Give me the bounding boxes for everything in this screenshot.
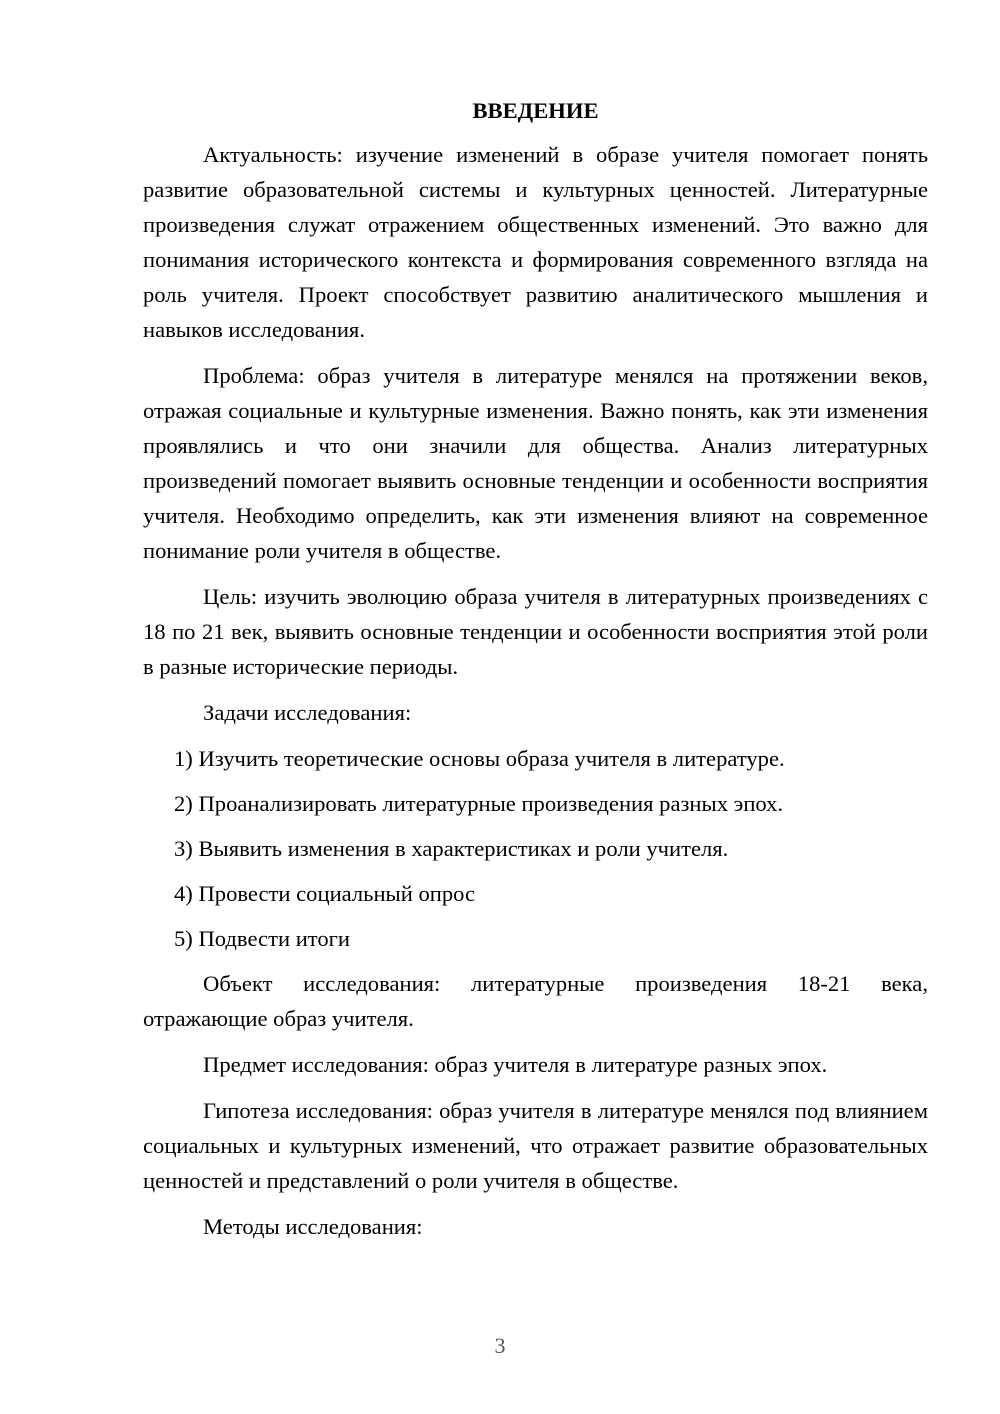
- paragraph-goal: Цель: изучить эволюцию образа учителя в литературных произведениях с 18 по 21 век, выявить основные тенденции и особенности восприятия этой роли в разные исторические периоды.: [143, 584, 928, 679]
- document-body: [143, 90, 928, 1255]
- paragraph-problem: Проблема: образ учителя в литературе менялся на протяжении веков, отражая социальные и культурные изменения. Важно понять, как эти изменения проявлялись и что они значили для общества. Анализ литературных произведений помогает выявить основные тенденции и особенности восприятия учителя. Необходимо определить, как эти изменения влияют на современное понимание роли учителя в обществе.: [143, 363, 928, 563]
- paragraph-object: Объект исследования: литературные произведения 18-21 века, отражающие образ учителя.: [143, 971, 928, 1031]
- task-item: 2) Проанализировать литературные произведения разных эпох.: [174, 791, 784, 816]
- paragraph-subject: Предмет исследования: образ учителя в литературе разных эпох.: [203, 1052, 828, 1077]
- section-title: ВВЕДЕНИЕ: [472, 98, 599, 123]
- page-number: 3: [494, 1333, 506, 1358]
- task-item: 4) Провести социальный опрос: [174, 881, 476, 906]
- task-item: 5) Подвести итоги: [174, 926, 351, 951]
- paragraph-tasks-heading: Задачи исследования:: [203, 700, 412, 725]
- paragraph-methods: Методы исследования:: [203, 1214, 423, 1239]
- task-item: 1) Изучить теоретические основы образа учителя в литературе.: [174, 746, 785, 771]
- paragraph-hypothesis: Гипотеза исследования: образ учителя в литературе менялся под влиянием социальных и культурных изменений, что отражает развитие образовательных ценностей и представлений о роли учителя в обществе.: [143, 1098, 928, 1193]
- task-item: 3) Выявить изменения в характеристиках и роли учителя.: [174, 836, 729, 861]
- paragraph-relevance: Актуальность: изучение изменений в образе учителя помогает понять развитие образовательной системы и культурных ценностей. Литературные произведения служат отражением общественных изменений. Это важно для понимания исторического контекста и формирования современного взгляда на роль учителя. Проект способствует развитию аналитического мышления и навыков исследования.: [143, 142, 928, 342]
